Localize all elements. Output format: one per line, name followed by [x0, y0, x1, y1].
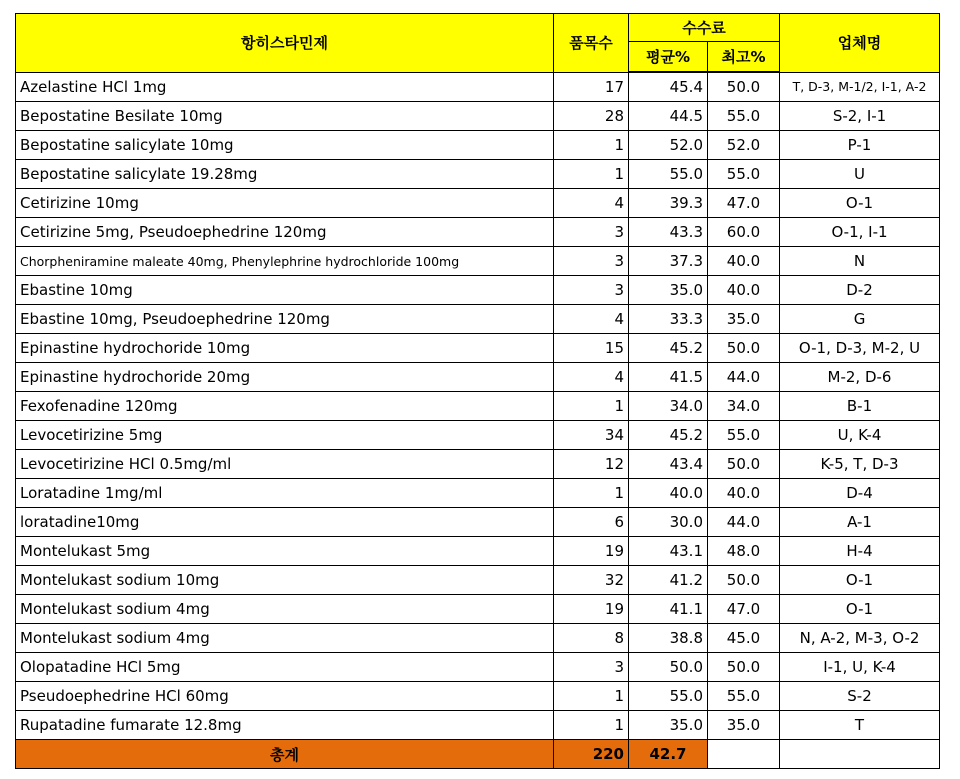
max-cell: 35.0 [708, 711, 780, 740]
companies-cell: U, K-4 [780, 421, 940, 450]
table-row [16, 537, 940, 566]
drug-name-cell: Loratadine 1mg/ml [16, 479, 554, 508]
drug-name-cell: Fexofenadine 120mg [16, 392, 554, 421]
total-label: 총계 [16, 740, 554, 769]
table-row [16, 595, 940, 624]
table-row [16, 131, 940, 160]
avg-cell: 41.1 [629, 595, 708, 624]
table-row [16, 508, 940, 537]
max-cell: 52.0 [708, 131, 780, 160]
drug-name-cell: Levocetirizine 5mg [16, 421, 554, 450]
total-row [16, 740, 940, 769]
table-row [16, 218, 940, 247]
companies-cell: T [780, 711, 940, 740]
table-row [16, 450, 940, 479]
companies-cell: O-1 [780, 566, 940, 595]
avg-cell: 45.2 [629, 421, 708, 450]
avg-cell: 40.0 [629, 479, 708, 508]
total-companies-empty [780, 740, 940, 769]
drug-name-cell: Cetirizine 10mg [16, 189, 554, 218]
table-row [16, 334, 940, 363]
avg-cell: 30.0 [629, 508, 708, 537]
avg-cell: 43.1 [629, 537, 708, 566]
count-cell: 19 [554, 537, 629, 566]
table-row [16, 711, 940, 740]
companies-cell: U [780, 160, 940, 189]
companies-cell: S-2 [780, 682, 940, 711]
drug-name-cell: Bepostatine salicylate 10mg [16, 131, 554, 160]
drug-name-cell: Rupatadine fumarate 12.8mg [16, 711, 554, 740]
drug-name-cell: Olopatadine HCl 5mg [16, 653, 554, 682]
max-cell: 40.0 [708, 276, 780, 305]
table-row [16, 363, 940, 392]
count-cell: 4 [554, 305, 629, 334]
drug-name-cell: loratadine10mg [16, 508, 554, 537]
avg-cell: 34.0 [629, 392, 708, 421]
avg-cell: 35.0 [629, 711, 708, 740]
companies-cell: A-1 [780, 508, 940, 537]
companies-cell: K-5, T, D-3 [780, 450, 940, 479]
total-max-empty [708, 740, 780, 769]
companies-cell: T, D-3, M-1/2, I-1, A-2 [780, 72, 940, 102]
table-row [16, 392, 940, 421]
table-row [16, 479, 940, 508]
companies-cell: G [780, 305, 940, 334]
count-cell: 3 [554, 218, 629, 247]
count-cell: 1 [554, 711, 629, 740]
companies-cell: I-1, U, K-4 [780, 653, 940, 682]
companies-cell: H-4 [780, 537, 940, 566]
avg-cell: 50.0 [629, 653, 708, 682]
table-row [16, 102, 940, 131]
count-cell: 3 [554, 276, 629, 305]
max-cell: 40.0 [708, 479, 780, 508]
drug-name-cell: Pseudoephedrine HCl 60mg [16, 682, 554, 711]
count-cell: 4 [554, 189, 629, 218]
max-cell: 50.0 [708, 653, 780, 682]
max-cell: 44.0 [708, 363, 780, 392]
table-row [16, 624, 940, 653]
drug-name-cell: Bepostatine salicylate 19.28mg [16, 160, 554, 189]
companies-cell: D-2 [780, 276, 940, 305]
count-cell: 1 [554, 682, 629, 711]
max-cell: 50.0 [708, 72, 780, 102]
drug-name-cell: Chorpheniramine maleate 40mg, Phenylephrine hydrochloride 100mg [16, 247, 554, 276]
drug-name-cell: Cetirizine 5mg, Pseudoephedrine 120mg [16, 218, 554, 247]
max-cell: 40.0 [708, 247, 780, 276]
table-row [16, 421, 940, 450]
count-cell: 17 [554, 72, 629, 102]
avg-cell: 41.5 [629, 363, 708, 392]
companies-cell: O-1, I-1 [780, 218, 940, 247]
companies-cell: D-4 [780, 479, 940, 508]
count-cell: 1 [554, 160, 629, 189]
companies-cell: O-1, D-3, M-2, U [780, 334, 940, 363]
header-max: 최고% [708, 42, 780, 73]
count-cell: 28 [554, 102, 629, 131]
drug-name-cell: Montelukast 5mg [16, 537, 554, 566]
count-cell: 1 [554, 479, 629, 508]
table-row [16, 72, 940, 102]
total-count: 220 [554, 740, 629, 769]
table-row [16, 305, 940, 334]
count-cell: 34 [554, 421, 629, 450]
companies-cell: S-2, I-1 [780, 102, 940, 131]
drug-name-cell: Ebastine 10mg, Pseudoephedrine 120mg [16, 305, 554, 334]
drug-name-cell: Azelastine HCl 1mg [16, 72, 554, 102]
drug-name-cell: Bepostatine Besilate 10mg [16, 102, 554, 131]
max-cell: 55.0 [708, 682, 780, 711]
avg-cell: 43.3 [629, 218, 708, 247]
avg-cell: 39.3 [629, 189, 708, 218]
count-cell: 6 [554, 508, 629, 537]
count-cell: 3 [554, 247, 629, 276]
avg-cell: 33.3 [629, 305, 708, 334]
max-cell: 55.0 [708, 421, 780, 450]
count-cell: 8 [554, 624, 629, 653]
max-cell: 47.0 [708, 595, 780, 624]
drug-name-cell: Epinastine hydrochoride 10mg [16, 334, 554, 363]
avg-cell: 55.0 [629, 160, 708, 189]
companies-cell: O-1 [780, 595, 940, 624]
avg-cell: 41.2 [629, 566, 708, 595]
drug-name-cell: Montelukast sodium 10mg [16, 566, 554, 595]
max-cell: 55.0 [708, 102, 780, 131]
count-cell: 15 [554, 334, 629, 363]
count-cell: 32 [554, 566, 629, 595]
companies-cell: M-2, D-6 [780, 363, 940, 392]
header-fee: 수수료 [629, 14, 780, 42]
count-cell: 12 [554, 450, 629, 479]
table-row [16, 653, 940, 682]
antihistamine-table [15, 13, 940, 769]
avg-cell: 52.0 [629, 131, 708, 160]
max-cell: 45.0 [708, 624, 780, 653]
table-row [16, 247, 940, 276]
header-companies: 업체명 [780, 14, 940, 73]
drug-name-cell: Montelukast sodium 4mg [16, 624, 554, 653]
max-cell: 60.0 [708, 218, 780, 247]
header-count: 품목수 [554, 14, 629, 73]
table-row [16, 276, 940, 305]
avg-cell: 45.4 [629, 72, 708, 102]
max-cell: 48.0 [708, 537, 780, 566]
max-cell: 34.0 [708, 392, 780, 421]
total-avg: 42.7 [629, 740, 708, 769]
max-cell: 47.0 [708, 189, 780, 218]
avg-cell: 45.2 [629, 334, 708, 363]
count-cell: 3 [554, 653, 629, 682]
count-cell: 1 [554, 392, 629, 421]
header-avg: 평균% [629, 42, 708, 73]
drug-name-cell: Epinastine hydrochoride 20mg [16, 363, 554, 392]
count-cell: 19 [554, 595, 629, 624]
companies-cell: B-1 [780, 392, 940, 421]
table-row [16, 160, 940, 189]
drug-name-cell: Montelukast sodium 4mg [16, 595, 554, 624]
avg-cell: 37.3 [629, 247, 708, 276]
max-cell: 50.0 [708, 566, 780, 595]
max-cell: 50.0 [708, 450, 780, 479]
drug-name-cell: Levocetirizine HCl 0.5mg/ml [16, 450, 554, 479]
companies-cell: N [780, 247, 940, 276]
avg-cell: 43.4 [629, 450, 708, 479]
max-cell: 50.0 [708, 334, 780, 363]
drug-name-cell: Ebastine 10mg [16, 276, 554, 305]
avg-cell: 35.0 [629, 276, 708, 305]
max-cell: 55.0 [708, 160, 780, 189]
max-cell: 44.0 [708, 508, 780, 537]
max-cell: 35.0 [708, 305, 780, 334]
count-cell: 4 [554, 363, 629, 392]
avg-cell: 44.5 [629, 102, 708, 131]
table-row [16, 189, 940, 218]
companies-cell: O-1 [780, 189, 940, 218]
companies-cell: P-1 [780, 131, 940, 160]
header-name: 항히스타민제 [16, 14, 554, 73]
avg-cell: 38.8 [629, 624, 708, 653]
table-row [16, 566, 940, 595]
avg-cell: 55.0 [629, 682, 708, 711]
table-row [16, 682, 940, 711]
count-cell: 1 [554, 131, 629, 160]
companies-cell: N, A-2, M-3, O-2 [780, 624, 940, 653]
